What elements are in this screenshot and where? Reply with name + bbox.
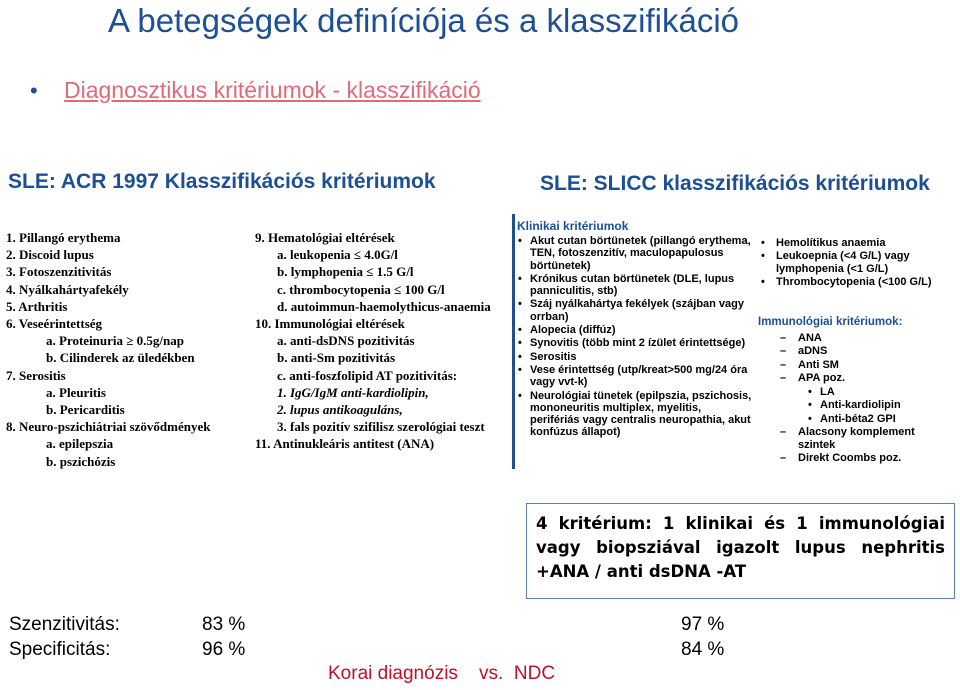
acr-criterion: 4. Nyálkahártyafekély: [6, 281, 129, 297]
acr-subcriterion: 1. IgG/IgM anti-kardiolipin,: [277, 384, 429, 400]
acr-subcriterion: d. autoimmun-haemolythicus-anaemia: [277, 298, 491, 314]
clinical-criterion: • Neurológiai tünetek (epilpszia, pszichosis, mononeuritis multiplex, myelitis, perifériás vagy centralis neuropathia, akut konfúzus állapot): [517, 390, 753, 439]
footer-comparison: [328, 663, 555, 685]
clinical-criteria-list: [517, 235, 753, 440]
acr-subcriterion: a. epilepszia: [46, 436, 114, 452]
acr-subcriterion: a. leukopenia ≤ 4.0G/l: [277, 247, 398, 263]
acr-subcriterion: b. lymphopenia ≤ 1.5 G/l: [277, 264, 414, 280]
immunologic-criterion: – ANA: [774, 332, 960, 344]
clinical-criterion: • Akut cutan börtünetek (pillangó erythema, TEN, fotoszenzitív, maculopapulosus börtünetek): [517, 235, 753, 272]
acr-criterion: 11. Antinukleáris antitest (ANA): [255, 436, 435, 452]
acr-sensitivity-value: 83 %: [202, 614, 246, 635]
acr-subcriterion: 3. fals pozitív szifilisz szerológiai teszt: [277, 419, 485, 435]
acr-heading: SLE: ACR 1997 Klasszifikációs kritériumok: [8, 170, 436, 193]
immunologic-criterion: – Anti SM: [774, 359, 960, 371]
clinical-criteria-list-right: [757, 237, 957, 289]
acr-criterion: 1. Pillangó erythema: [6, 230, 121, 245]
apa-subcriterion: • Anti-kardiolipin: [774, 399, 960, 411]
slicc-specificity-value: 84 %: [681, 639, 725, 660]
apa-subcriterion: • Anti-béta2 GPI: [774, 413, 960, 425]
footer-left-label: Korai diagnózis: [328, 663, 458, 684]
footer-vs-label: vs.: [479, 663, 504, 684]
acr-criteria-column-1: [6, 229, 211, 470]
immunologic-criteria-heading: Immunológiai kritériumok:: [758, 316, 903, 328]
clinical-criterion: • Synovitis (több mint 2 ízület érintettsége): [517, 337, 753, 349]
acr-subcriterion: b. Cilinderek az üledékben: [46, 350, 195, 366]
acr-subcriterion: a. Proteinuria ≥ 0.5g/nap: [46, 333, 184, 349]
acr-subcriterion: b. anti-Sm pozitivitás: [277, 350, 396, 366]
footer-right-label: NDC: [513, 663, 556, 684]
acr-subcriterion: c. anti-foszfolipid AT pozitivitás:: [277, 367, 458, 383]
acr-criterion: 3. Fotoszenzitivitás: [6, 264, 112, 280]
acr-subcriterion: b. Pericarditis: [46, 402, 125, 418]
acr-specificity-value: 96 %: [202, 639, 246, 660]
immunologic-criteria-list: [774, 332, 960, 466]
acr-subcriterion: a. anti-dsDNS pozitivitás: [277, 333, 415, 349]
acr-subcriterion: 2. lupus antikoaguláns,: [277, 402, 403, 418]
slicc-sensitivity-value: 97 %: [681, 614, 725, 635]
specificity-label: Specificitás:: [9, 639, 111, 660]
acr-subcriterion: b. pszichózis: [46, 453, 116, 469]
clinical-criterion: • Száj nyálkahártya fekélyek (szájban vagy orrban): [517, 298, 753, 323]
immunologic-criterion: – APA poz.: [774, 372, 960, 384]
acr-criterion: 9. Hematológiai eltérések: [255, 230, 395, 245]
immunologic-criterion: – Alacsony komplement szintek: [774, 426, 948, 451]
acr-criterion: 10. Immunológiai eltérések: [255, 316, 405, 332]
acr-criterion: 6. Veseérintettség: [6, 316, 103, 332]
slicc-rule-box: 4 kritérium: 1 klinikai és 1 immunológiai vagy biopsziával igazolt lupus nephritis +ANA / anti dsDNA -AT: [526, 503, 955, 599]
sensitivity-label: Szenzitivitás:: [9, 614, 120, 635]
acr-criterion: 5. Arthritis: [6, 298, 68, 314]
clinical-criterion: • Thrombocytopenia (<100 G/L): [757, 276, 957, 288]
acr-criterion: 7. Serositis: [6, 367, 66, 383]
immunologic-criterion: – Direkt Coombs poz.: [774, 452, 960, 464]
acr-subcriterion: c. thrombocytopenia ≤ 100 G/l: [277, 281, 445, 297]
clinical-criterion: • Leukoepnia (<4 G/L) vagy lymphopenia (<1 G/L): [757, 250, 957, 275]
bullet-icon: •: [30, 78, 38, 103]
immunologic-criterion: – aDNS: [774, 345, 960, 357]
clinical-criterion: • Alopecia (diffúz): [517, 324, 753, 336]
clinical-criterion: • Vese érintettség (utp/kreat>500 mg/24 óra vagy vvt-k): [517, 364, 753, 389]
acr-criterion: 8. Neuro-pszichiátriai szövődmények: [6, 419, 211, 435]
slide-title: A betegségek definíciója és a klasszifikáció: [108, 2, 740, 39]
slicc-heading: SLE: SLICC klasszifikációs kritériumok: [540, 172, 930, 195]
acr-subcriterion: a. Pleuritis: [46, 384, 106, 400]
acr-criteria-column-2: [255, 229, 491, 453]
clinical-criterion: • Krónikus cutan börtünetek (DLE, lupus panniculitis, stb): [517, 273, 753, 298]
acr-criterion: 2. Discoid lupus: [6, 247, 94, 263]
slicc-divider: [512, 214, 515, 469]
clinical-criteria-heading: Klinikai kritériumok: [517, 219, 629, 233]
clinical-criterion: • Hemolítikus anaemia: [757, 237, 957, 249]
slide-subtitle: Diagnosztikus kritériumok - klasszifikáció: [64, 77, 481, 103]
clinical-criterion: • Serositis: [517, 351, 753, 363]
apa-subcriterion: • LA: [774, 386, 960, 398]
